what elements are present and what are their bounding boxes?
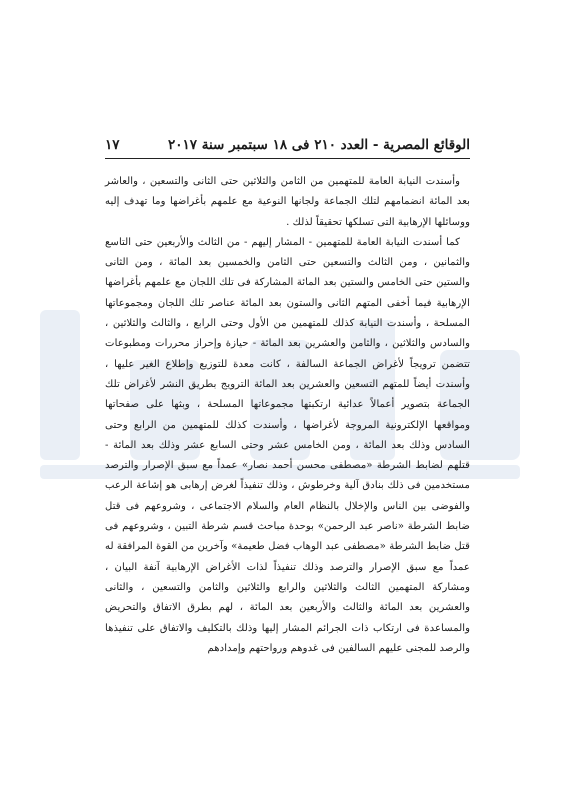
header-rule xyxy=(105,158,470,159)
page-header xyxy=(105,134,470,156)
body-text xyxy=(105,172,470,659)
header-title: الوقائع المصرية - العدد ٢١٠ فى ١٨ سبتمبر سنة ٢٠١٧ xyxy=(168,137,470,153)
page-number: ١٧ xyxy=(105,137,120,153)
paragraph: وأسندت النيابة العامة للمتهمين من الثامن والثلاثين حتى الثانى والتسعين ، والعاشر بعد المائة انضمامهم لتلك الجماعة ولجانها النوعية مع علمهم بأغراضها وما تهدف إليه ووسائلها الإرهابية التى تسلكها تحقيقاً لذلك . xyxy=(105,176,470,228)
paragraph: كما أسندت النيابة العامة للمتهمين - المشار إليهم - من الثالث والأربعين حتى التاسع والثمانين ، ومن الثالث والتسعين حتى الثامن والخمسين بعد المائة ، ومن الثانى والستين حتى الخامس والستين بعد المائة المشاركة فى تلك اللجان مع علمهم بأغراضها الإرهابية فيما أخفى المتهم الثانى والستون بعد المائة عناصر تلك اللجان ومجموعاتها المسلحة ، وأسندت النيابة كذلك للمتهمين من الأول وحتى الرابع ، والثالث والثلاثين ، والسادس والثلاثين ، والثامن والعشرين بعد المائة - حيازة وإحراز محررات ومطبوعات تتضمن ترويجاً لأغراض الجماعة السالفة ، كانت معدة للتوزيع وإطلاع الغير عليها ، وأسندت أيضاً للمتهم التسعين والعشرين بعد المائة الترويج بطريق النشر لأغراض تلك الجماعة بتصوير أعمالاً عدائية ارتكبتها مجموعاتها المسلحة ، وبثها على صفحاتها ومواقعها الإلكترونية المروجة لأغراضها ، وأسندت كذلك للمتهمين من الرابع وحتى السادس وذلك بعد المائة ، ومن الخامس عشر وحتى السابع عشر وذلك بعد المائة - قتلهم لضابط الشرطة «مصطفى محسن أحمد نصار» عمداً مع سبق الإصرار والترصد مستخدمين فى ذلك بنادق آلية وخرطوش ، وذلك تنفيذاً لغرض إرهابى هو إشاعة الرعب والفوضى بين الناس والإخلال بالنظام العام والسلام الاجتماعى ، وشروعهم فى قتل ضابط الشرطة «ناصر عبد الرحمن» بوحدة مباحث قسم شرطة التبين ، وشروعهم فى قتل ضابط الشرطة «مصطفى عبد الوهاب فضل طعيمة» وآخرين من القوة المرافقة له عمداً مع سبق الإصرار والترصد وذلك تنفيذاً لذات الأغراض الإرهابية آنفة البيان ، ومشاركة المتهمين الثالث والثلاثين والرابع والثلاثين والثامن والتسعين ، والثانى والعشرين بعد المائة والثالث والأربعين بعد المائة ، لهم بطرق الاتفاق والتحريض والمساعدة فى ارتكاب ذات الجرائم المشار إليها وذلك بالتكليف والاتفاق على تنفيذها والرصد للمجنى عليهم السالفين فى غدوهم ورواحتهم وإمدادهم xyxy=(105,236,470,654)
